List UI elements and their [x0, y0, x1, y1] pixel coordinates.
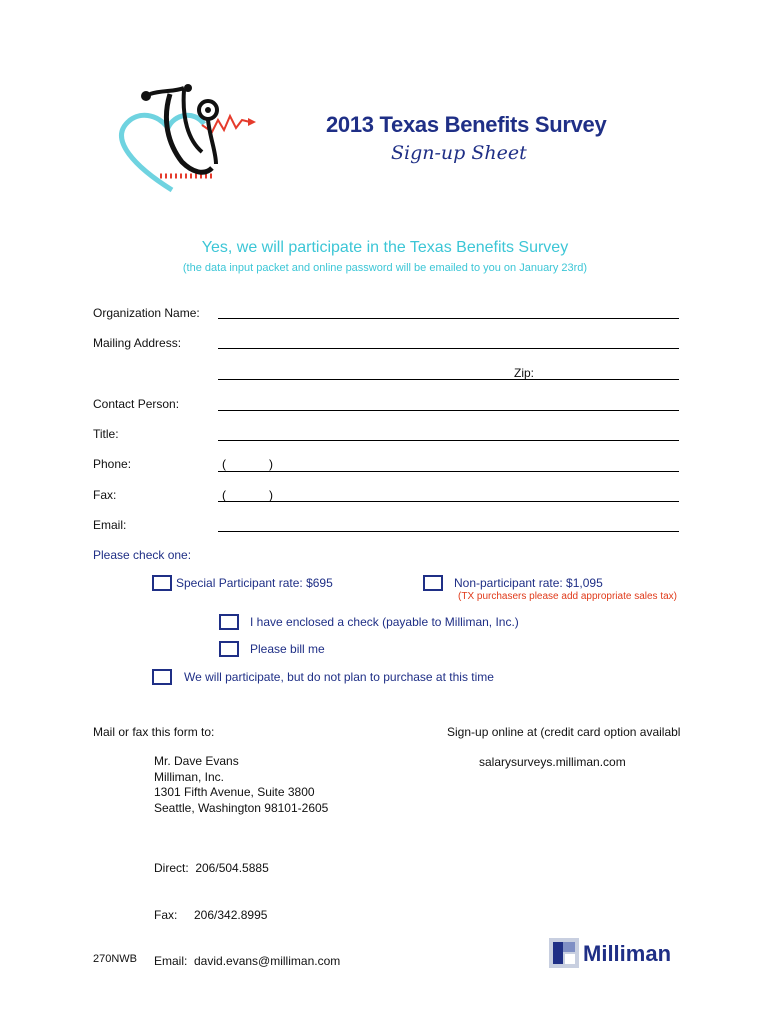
- non-participant-checkbox[interactable]: [423, 575, 443, 591]
- no-purchase-checkbox[interactable]: [152, 669, 172, 685]
- milliman-logo: [549, 935, 681, 971]
- phone-area-open: (: [222, 457, 226, 471]
- mail-fax-label: Mail or fax this form to:: [93, 725, 215, 739]
- stethoscope-heart-graphic: [112, 80, 262, 210]
- contact-company: Milliman, Inc.: [154, 769, 225, 784]
- mailing-address-line2-field[interactable]: [218, 379, 679, 380]
- contact-numbers-block: [154, 830, 340, 985]
- email-label: Email:: [93, 518, 127, 532]
- non-participant-label: Non-participant rate: $1,095: [454, 576, 603, 590]
- phone-field[interactable]: [218, 471, 679, 472]
- page-subtitle: Sign-up Sheet: [391, 142, 527, 164]
- bill-me-checkbox[interactable]: [219, 641, 239, 657]
- phone-area-close: ): [269, 457, 273, 471]
- participation-subheadline: (the data input packet and online password will be emailed to you on January 23rd): [182, 262, 588, 274]
- title-label: Title:: [93, 427, 119, 441]
- fax-field[interactable]: [218, 501, 679, 502]
- contact-email: Email: david.evans@milliman.com: [154, 954, 341, 968]
- zip-label: Zip:: [514, 366, 535, 380]
- contact-person-label: Contact Person:: [93, 397, 180, 411]
- contact-person-field[interactable]: [218, 410, 679, 411]
- fax-label: Fax:: [93, 488, 117, 502]
- organization-field[interactable]: [218, 318, 679, 319]
- fax-area-close: ): [269, 488, 273, 502]
- check-one-prompt: Please check one:: [93, 548, 192, 562]
- fax-area-open: (: [222, 488, 226, 502]
- contact-city: Seattle, Washington 98101-2605: [154, 800, 329, 815]
- page-title: 2013 Texas Benefits Survey: [326, 112, 607, 137]
- bill-me-label: Please bill me: [250, 642, 325, 656]
- contact-fax: Fax: 206/342.8995: [154, 907, 268, 922]
- contact-street: 1301 Fifth Avenue, Suite 3800: [154, 785, 315, 799]
- mailing-address-label: Mailing Address:: [93, 336, 182, 350]
- title-field[interactable]: [218, 440, 679, 441]
- email-field[interactable]: [218, 531, 679, 532]
- signup-website-link[interactable]: salarysurveys.milliman.com: [479, 755, 626, 769]
- enclosed-check-checkbox[interactable]: [219, 614, 239, 630]
- phone-label: Phone:: [93, 457, 132, 471]
- participation-headline: Yes, we will participate in the Texas Benefits Survey: [201, 239, 569, 256]
- tax-note: (TX purchasers please add appropriate sales tax): [458, 591, 678, 602]
- special-rate-label: Special Participant rate: $695: [176, 576, 333, 590]
- mailing-address-block: [154, 754, 328, 816]
- contact-name: Mr. Dave Evans: [154, 754, 239, 768]
- special-rate-checkbox[interactable]: [152, 575, 172, 591]
- no-purchase-label: We will participate, but do not plan to purchase at this time: [184, 670, 494, 684]
- milliman-logo-icon: [549, 938, 579, 968]
- contact-direct: Direct: 206/504.5885: [154, 861, 269, 875]
- milliman-logo-text: Milliman: [583, 941, 672, 966]
- form-code: 270NWB: [93, 953, 138, 965]
- enclosed-check-label: I have enclosed a check (payable to Milliman, Inc.): [250, 615, 519, 629]
- organization-label: Organization Name:: [93, 306, 200, 320]
- mailing-address-field[interactable]: [218, 348, 679, 349]
- signup-online-label: Sign-up online at (credit card option availabl: [447, 725, 680, 739]
